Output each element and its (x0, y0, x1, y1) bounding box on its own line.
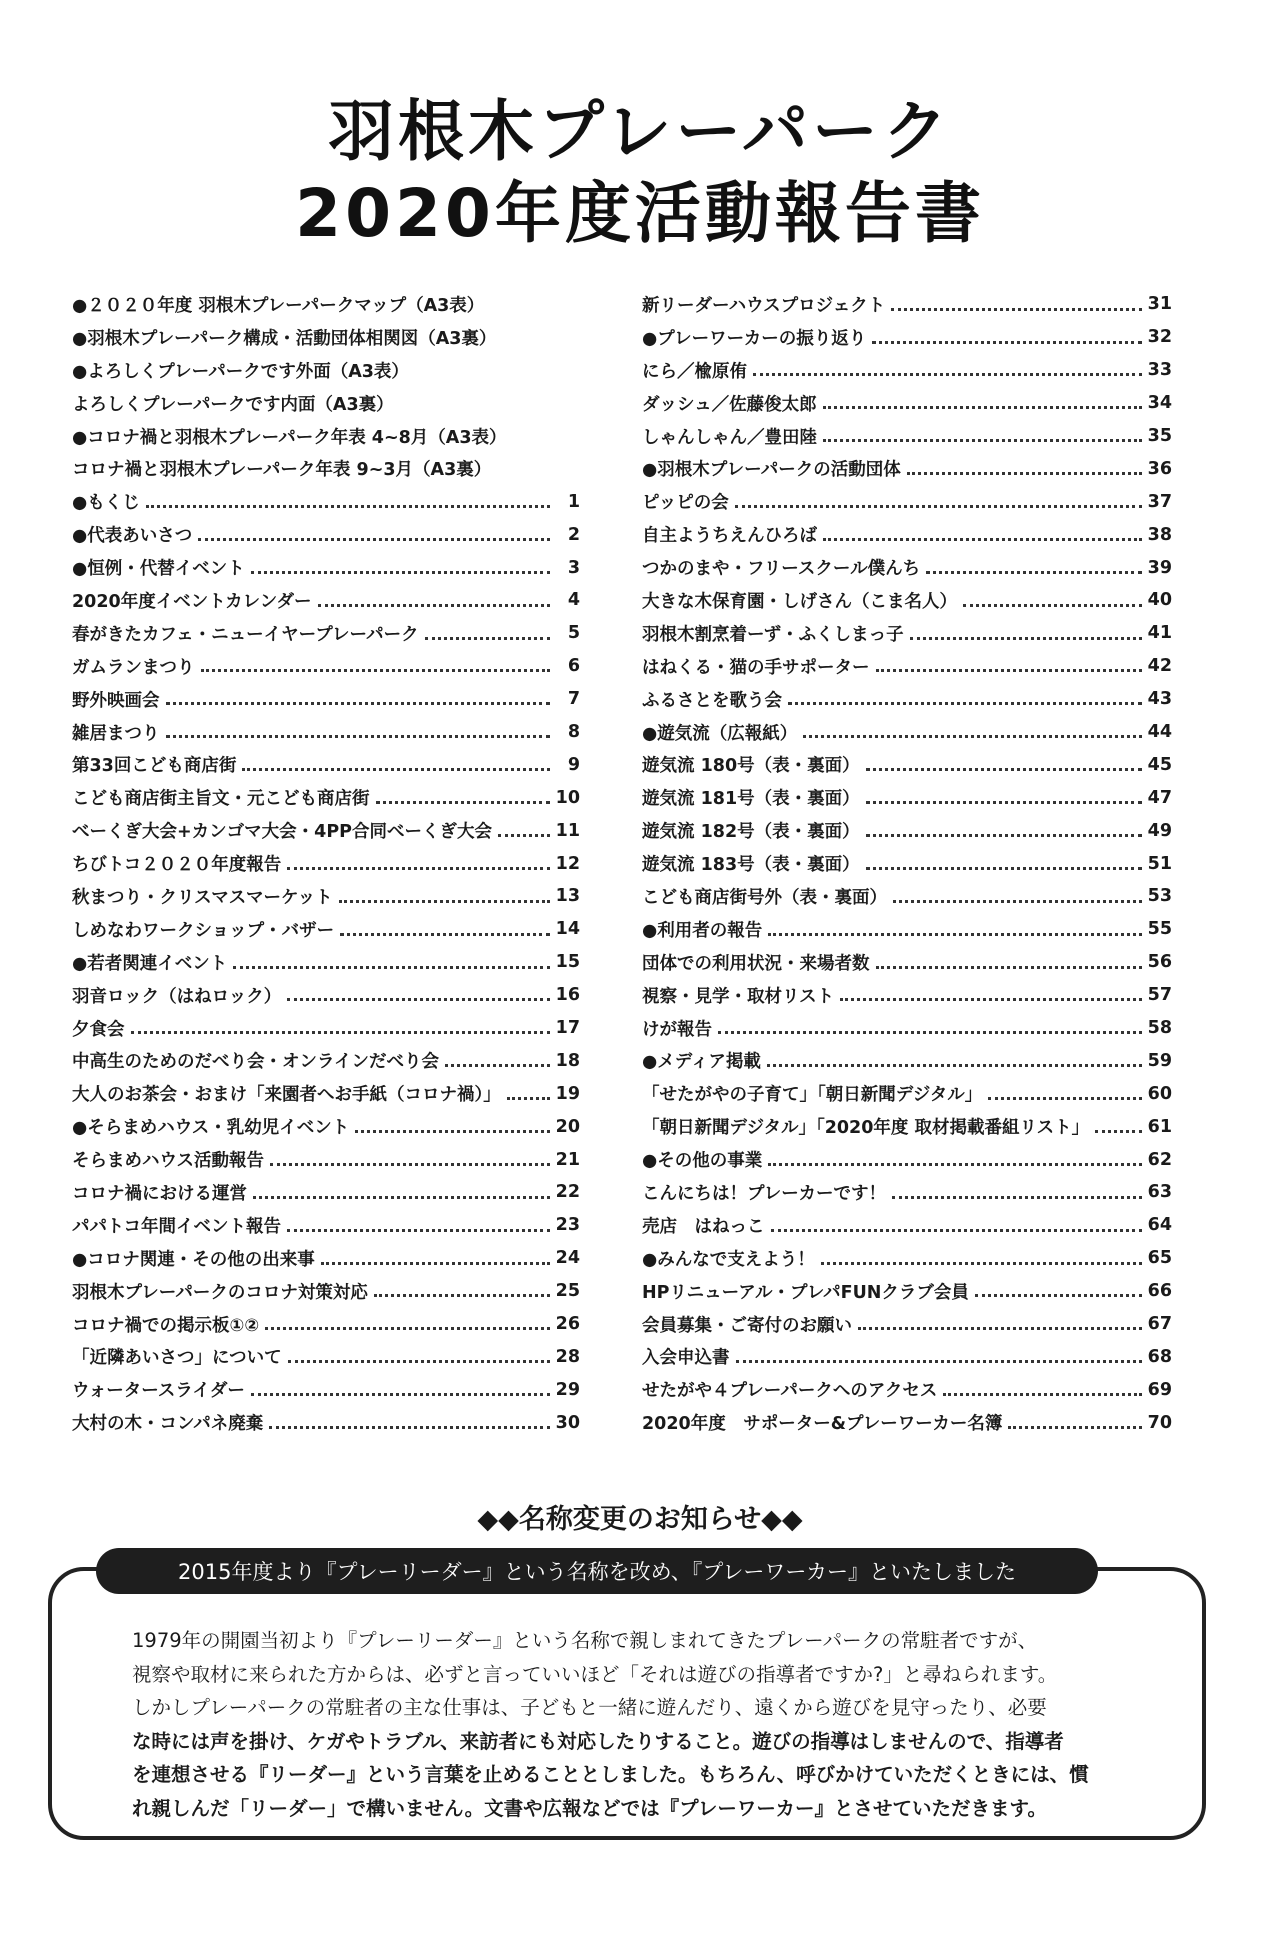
toc-entry (642, 683, 1172, 716)
toc-entry-title: ●遊気流（広報紙） (642, 723, 798, 744)
toc-entry-title: ●２０２０年度 羽根木プレーパークマップ（A3表） (72, 295, 485, 316)
toc-entry (642, 1406, 1172, 1439)
toc-dot-leader (445, 1047, 550, 1068)
toc-entry-page: 40 (1147, 590, 1172, 611)
toc-entry-title: にら／楡原侑 (642, 361, 747, 382)
toc-dot-leader (131, 1014, 550, 1035)
toc-entry-title: 羽音ロック（はねロック） (72, 986, 282, 1007)
toc-entry-page: 18 (555, 1050, 580, 1071)
toc-dot-leader (771, 1211, 1142, 1232)
toc-dot-leader (376, 784, 550, 805)
toc-dot-leader (198, 520, 550, 541)
toc-dot-leader (287, 849, 549, 870)
toc-entry-page: 57 (1147, 985, 1172, 1006)
toc-dot-leader (321, 1244, 550, 1265)
toc-entry-title: ●羽根木プレーパークの活動団体 (642, 460, 901, 481)
toc-entry (72, 1373, 580, 1406)
toc-entry (642, 1110, 1172, 1143)
report-title-line2: 2020年度活動報告書 (295, 175, 985, 252)
notice-line: を連想させる『リーダー』という言葉を止めることとしました。もちろん、呼びかけていただくときには、慣 (132, 1763, 1089, 1786)
toc-entry-page: 21 (555, 1149, 580, 1170)
toc-dot-leader (253, 1178, 550, 1199)
toc-entry-page: 37 (1147, 491, 1172, 512)
toc-entry-page: 43 (1147, 689, 1172, 710)
toc-entry (72, 1275, 580, 1308)
toc-entry-title: ●みんなで支えよう！ (642, 1249, 815, 1270)
toc-entry-page: 1 (567, 491, 580, 512)
toc-entry-title: ピッピの会 (642, 493, 729, 514)
toc-dot-leader (823, 389, 1142, 410)
toc-entry (642, 1242, 1172, 1275)
toc-entry-page: 49 (1147, 820, 1172, 841)
toc-entry-title: ●もくじ (72, 493, 140, 514)
toc-entry-title: ●代表あいさつ (72, 526, 193, 547)
toc-entry-page: 53 (1147, 886, 1172, 907)
toc-entry-page: 17 (555, 1018, 580, 1039)
toc-entry-page: 35 (1147, 426, 1172, 446)
toc-entry (642, 1143, 1172, 1176)
toc-left-column (72, 288, 580, 1439)
toc-entry-page: 2 (567, 524, 580, 545)
toc-entry (642, 551, 1172, 584)
toc-entry-title: ●利用者の報告 (642, 920, 763, 941)
toc-entry-title: 大きな木保育園・しげさん（こま名人） (642, 591, 957, 612)
toc-dot-leader (988, 1080, 1141, 1101)
toc-dot-leader (269, 1408, 549, 1429)
toc-entry-title: ●メディア掲載 (642, 1052, 761, 1073)
toc-entry-page: 19 (555, 1083, 580, 1104)
toc-entry (72, 1110, 580, 1143)
toc-entry-page: 33 (1147, 360, 1172, 381)
toc-entry (642, 321, 1172, 354)
toc-entry (72, 420, 580, 453)
toc-entry (642, 814, 1172, 847)
toc-dot-leader (318, 586, 550, 607)
toc-dot-leader (823, 520, 1142, 541)
toc-entry-title: よろしくプレーパークです内面（A3裏） (72, 394, 394, 415)
toc-entry (642, 1275, 1172, 1308)
toc-dot-leader (943, 1376, 1141, 1397)
toc-dot-leader (858, 1310, 1142, 1331)
toc-entry-page: 38 (1147, 524, 1172, 545)
toc-entry (72, 979, 580, 1012)
toc-entry-title: ●プレーワーカーの振り返り (642, 328, 867, 349)
toc-entry-title: ダッシュ／佐藤俊太郎 (642, 394, 817, 415)
toc-dot-leader (425, 619, 550, 640)
toc-entry (72, 354, 580, 387)
toc-entry (72, 551, 580, 584)
toc-entry (72, 1341, 580, 1374)
toc-entry-page: 15 (555, 952, 580, 973)
toc-entry-title: はねくる・猫の手サポーター (642, 657, 870, 678)
toc-dot-leader (251, 1376, 550, 1397)
toc-dot-leader (767, 1047, 1142, 1068)
toc-dot-leader (823, 422, 1142, 443)
notice-body (132, 1624, 1152, 1825)
toc-entry (642, 748, 1172, 781)
toc-entry-page: 26 (555, 1314, 580, 1335)
toc-entry (642, 1373, 1172, 1406)
toc-entry-title: 売店 はねっこ (642, 1216, 765, 1237)
toc-entry-title: 自主ようちえんひろば (642, 526, 817, 547)
toc-entry-title: 「朝日新聞デジタル」「2020年度 取材掲載番組リスト」 (642, 1118, 1090, 1139)
toc-entry (72, 1044, 580, 1077)
toc-entry (72, 1077, 580, 1110)
toc-entry-page: 24 (555, 1248, 580, 1269)
toc-entry-title: ふるさとを歌う会 (642, 690, 782, 711)
toc-entry (72, 880, 580, 913)
toc-entry-page: 32 (1147, 327, 1172, 348)
toc-dot-leader (866, 784, 1142, 805)
toc-dot-leader (891, 290, 1141, 311)
toc-entry (642, 485, 1172, 518)
toc-entry (642, 847, 1172, 880)
toc-dot-leader (840, 981, 1141, 1002)
toc-entry-page: 3 (567, 557, 580, 578)
toc-entry (72, 1176, 580, 1209)
toc-entry-title: けが報告 (642, 1019, 712, 1040)
toc-dot-leader (803, 718, 1141, 739)
toc-entry-page: 30 (555, 1412, 580, 1433)
toc-dot-leader (287, 981, 549, 1002)
toc-entry-page: 65 (1147, 1248, 1172, 1269)
toc-dot-leader (146, 488, 550, 509)
toc-entry (72, 288, 580, 321)
toc-dot-leader (866, 849, 1142, 870)
toc-entry (72, 387, 580, 420)
toc-entry-page: 58 (1147, 1018, 1172, 1039)
toc-entry-title: 2020年度イベントカレンダー (72, 591, 312, 612)
toc-dot-leader (926, 553, 1142, 574)
toc-dot-leader (753, 356, 1142, 377)
toc-entry-page: 4 (567, 590, 580, 611)
toc-entry (642, 387, 1172, 420)
toc-entry (642, 781, 1172, 814)
toc-dot-leader (963, 586, 1142, 607)
toc-entry-page: 12 (555, 853, 580, 874)
notice-heading: ◆◆名称変更のお知らせ◆◆ (477, 1504, 803, 1535)
toc-entry-title: ガムランまつり (72, 657, 195, 678)
toc-entry-page: 45 (1147, 754, 1172, 775)
toc-entry (72, 1242, 580, 1275)
toc-entry-page: 41 (1147, 623, 1172, 644)
toc-entry (642, 1308, 1172, 1341)
toc-entry-title: 遊気流 181号（表・裏面） (642, 789, 860, 810)
toc-dot-leader (166, 685, 551, 706)
toc-entry-page: 60 (1147, 1083, 1172, 1104)
toc-entry-title: べーくぎ大会+カンゴマ大会・4PP合同べーくぎ大会 (72, 822, 492, 843)
notice-line: しかしプレーパークの常駐者の主な仕事は、子どもと一緒に遊んだり、遠くから遊びを見守ったり、必要 (132, 1696, 1047, 1719)
toc-entry-page: 25 (555, 1281, 580, 1302)
toc-dot-leader (876, 948, 1142, 969)
toc-entry-title: 「近隣あいさつ」について (72, 1348, 282, 1369)
toc-entry (642, 452, 1172, 485)
toc-entry-page: 56 (1147, 952, 1172, 973)
toc-dot-leader (821, 1244, 1142, 1265)
toc-entry-title: せたがや４プレーパークへのアクセス (642, 1381, 938, 1402)
toc-dot-leader (355, 1112, 549, 1133)
toc-dot-leader (892, 1178, 1142, 1199)
toc-entry-title: 団体での利用状況・来場者数 (642, 953, 870, 974)
toc-dot-leader (340, 915, 549, 936)
toc-entry (72, 452, 580, 485)
toc-entry-title: 遊気流 182号（表・裏面） (642, 822, 860, 843)
toc-entry-page: 59 (1147, 1050, 1172, 1071)
toc-dot-leader (251, 553, 550, 574)
toc-entry (642, 1341, 1172, 1374)
toc-entry (72, 1406, 580, 1439)
toc-dot-leader (910, 619, 1142, 640)
toc-dot-leader (768, 1145, 1141, 1166)
toc-entry (642, 913, 1172, 946)
toc-entry-page: 34 (1147, 393, 1172, 414)
notice-banner: 2015年度より『プレーリーダー』という名称を改め、『プレーワーカー』といたしました (96, 1548, 1098, 1594)
toc-dot-leader (233, 948, 549, 969)
toc-dot-leader (975, 1277, 1142, 1298)
toc-entry-page: 67 (1147, 1314, 1172, 1335)
toc-dot-leader (907, 455, 1142, 476)
toc-entry-title: 会員募集・ご寄付のお願い (642, 1315, 852, 1336)
toc-entry (72, 1012, 580, 1045)
toc-entry-title: 秋まつり・クリスマスマーケット (72, 887, 333, 908)
toc-entry-title: ●恒例・代替イベント (72, 559, 245, 580)
toc-entry-page: 16 (555, 985, 580, 1006)
toc-entry-page: 14 (555, 919, 580, 940)
toc-entry-title: ●そらまめハウス・乳幼児イベント (72, 1118, 350, 1139)
toc-entry-title: パパトコ年間イベント報告 (72, 1216, 281, 1237)
toc-entry (642, 617, 1172, 650)
toc-entry-title: 新リーダーハウスプロジェクト (642, 295, 886, 316)
toc-dot-leader (876, 652, 1142, 673)
toc-dot-leader (872, 323, 1141, 344)
toc-entry-page: 6 (567, 656, 580, 677)
toc-entry (72, 683, 580, 716)
toc-entry-page: 28 (555, 1346, 580, 1367)
toc-entry-page: 47 (1147, 787, 1172, 808)
toc-entry-title: 雑居まつり (72, 723, 160, 744)
toc-entry-title: コロナ禍と羽根木プレーパーク年表 9~3月（A3裏） (72, 460, 492, 481)
toc-dot-leader (866, 816, 1142, 837)
toc-entry-title: 第33回こども商店街 (72, 756, 237, 777)
toc-entry-title: ウォータースライダー (72, 1381, 245, 1402)
toc-entry-title: 羽根木プレーパークのコロナ対策対応 (72, 1282, 368, 1303)
notice-line: な時には声を掛け、ケガやトラブル、来訪者にも対応したりすること。遊びの指導はしませんので、指導者 (132, 1729, 1064, 1753)
toc-entry (72, 716, 580, 749)
toc-entry-title: HPリニューアル・プレパFUNクラブ会員 (642, 1282, 969, 1303)
toc-dot-leader (201, 652, 551, 673)
toc-entry-title: 中高生のためのだべり会・オンラインだべり会 (72, 1052, 439, 1073)
toc-entry (642, 650, 1172, 683)
toc-dot-leader (166, 718, 551, 739)
toc-entry (642, 979, 1172, 1012)
toc-entry-title: 羽根木割烹着ーず・ふくしまっ子 (642, 624, 904, 645)
toc-entry-title: ちびトコ２０２０年度報告 (72, 855, 282, 876)
toc-entry (642, 1077, 1172, 1110)
toc-entry (72, 1143, 580, 1176)
toc-entry-title: こども商店街主旨文・元こども商店街 (72, 789, 370, 810)
toc-entry-page: 10 (555, 787, 580, 808)
toc-entry-title: コロナ禍における運営 (72, 1183, 247, 1204)
toc-entry-title: 遊気流 183号（表・裏面） (642, 855, 860, 876)
toc-entry-title: そらまめハウス活動報告 (72, 1151, 264, 1172)
toc-entry-page: 9 (567, 754, 580, 775)
toc-entry-title: 視察・見学・取材リスト (642, 986, 835, 1007)
toc-entry-title: 2020年度 サポーター&プレーワーカー名簿 (642, 1414, 1003, 1435)
toc-right-column (642, 288, 1172, 1439)
toc-entry-page: 36 (1147, 458, 1172, 479)
toc-dot-leader (718, 1014, 1142, 1035)
toc-entry-page: 51 (1147, 853, 1172, 874)
toc-entry (72, 485, 580, 518)
toc-dot-leader (507, 1080, 550, 1101)
toc-entry-page: 13 (555, 886, 580, 907)
toc-dot-leader (1008, 1408, 1141, 1429)
toc-entry (642, 1176, 1172, 1209)
toc-entry-page: 7 (567, 689, 580, 710)
toc-entry (72, 518, 580, 551)
toc-entry (642, 584, 1172, 617)
toc-entry (72, 1308, 580, 1341)
toc-entry (72, 321, 580, 354)
toc-entry (642, 1209, 1172, 1242)
notice-line: 視察や取材に来られた方からは、必ずと言っていいほど「それは遊びの指導者ですか?」と尋ねられます。 (132, 1662, 1058, 1686)
toc-entry-title: 「せたがやの子育て」「朝日新聞デジタル」 (642, 1085, 983, 1106)
toc-entry-page: 69 (1147, 1379, 1172, 1400)
toc-entry-title: 遊気流 180号（表・裏面） (642, 756, 860, 777)
toc-dot-leader (288, 1343, 550, 1364)
toc-entry-page: 63 (1147, 1182, 1172, 1203)
toc-entry-title: つかのまや・フリースクール僕んち (642, 559, 921, 580)
toc-entry (72, 617, 580, 650)
toc-entry-title: しめなわワークショップ・バザー (72, 920, 335, 941)
toc-entry-page: 66 (1147, 1281, 1172, 1302)
toc-entry-page: 39 (1147, 557, 1172, 578)
toc-dot-leader (866, 751, 1142, 772)
toc-entry-page: 11 (555, 820, 580, 841)
toc-entry-title: 春がきたカフェ・ニューイヤープレーパーク (72, 624, 419, 645)
toc-dot-leader (339, 882, 550, 903)
toc-entry-title: 大村の木・コンパネ廃棄 (72, 1414, 264, 1435)
toc-entry-title: 大人のお茶会・おまけ「来園者へお手紙（コロナ禍）」 (72, 1085, 501, 1106)
toc-entry (642, 288, 1172, 321)
toc-entry (642, 1044, 1172, 1077)
toc-entry-title: 野外映画会 (72, 690, 160, 711)
toc-entry-title: ●羽根木プレーパーク構成・活動団体相関図（A3裏） (72, 328, 497, 349)
toc-dot-leader (735, 488, 1142, 509)
toc-entry (72, 781, 580, 814)
toc-entry-page: 55 (1147, 919, 1172, 940)
toc-entry-page: 23 (555, 1215, 580, 1236)
toc-entry (642, 946, 1172, 979)
toc-entry-title: ●コロナ禍と羽根木プレーパーク年表 4~8月（A3表） (72, 427, 507, 448)
toc-entry (72, 584, 580, 617)
toc-entry (72, 650, 580, 683)
toc-entry-page: 8 (567, 722, 580, 743)
toc-entry (72, 946, 580, 979)
toc-entry-page: 22 (555, 1182, 580, 1203)
toc-entry-page: 70 (1147, 1412, 1172, 1433)
toc-dot-leader (498, 816, 550, 837)
toc-entry-page: 20 (555, 1116, 580, 1137)
notice-line: れ親しんだ「リーダー」で構いません。文書や広報などでは『プレーワーカー』とさせていただきます。 (132, 1796, 1047, 1820)
toc-entry (642, 880, 1172, 913)
toc-entry (72, 814, 580, 847)
toc-entry (72, 913, 580, 946)
toc-entry-title: ●コロナ関連・その他の出来事 (72, 1249, 315, 1270)
toc-dot-leader (1095, 1112, 1141, 1133)
toc-entry-page: 5 (567, 623, 580, 644)
toc-entry-title: ●若者関連イベント (72, 953, 228, 974)
toc-entry-page: 42 (1147, 656, 1172, 677)
toc-dot-leader (265, 1310, 550, 1331)
toc-entry-page: 61 (1147, 1116, 1172, 1137)
toc-entry (642, 354, 1172, 387)
toc-dot-leader (893, 882, 1142, 903)
toc-entry (642, 518, 1172, 551)
toc-entry (72, 748, 580, 781)
notice-line: 1979年の開園当初より『プレーリーダー』という名称で親しまれてきたプレーパークの常駐者ですが、 (132, 1629, 1038, 1652)
toc-entry-title: ●その他の事業 (642, 1151, 763, 1172)
toc-entry (642, 420, 1172, 453)
toc-entry-page: 64 (1147, 1215, 1172, 1236)
toc-entry-title: ●よろしくプレーパークです外面（A3表） (72, 361, 409, 382)
report-title-line1: 羽根木プレーパーク (327, 93, 953, 170)
toc-entry-page: 62 (1147, 1149, 1172, 1170)
toc-entry-page: 44 (1147, 722, 1172, 743)
toc-dot-leader (270, 1145, 550, 1166)
toc-entry-title: 入会申込書 (642, 1348, 730, 1369)
toc-dot-leader (736, 1343, 1142, 1364)
toc-entry (72, 847, 580, 880)
toc-dot-leader (374, 1277, 550, 1298)
toc-entry-title: 夕食会 (72, 1019, 125, 1040)
toc-entry (72, 1209, 580, 1242)
toc-entry-title: コロナ禍での掲示板①② (72, 1315, 260, 1336)
toc-entry-title: こんにちは！プレーカーです！ (642, 1183, 886, 1204)
toc-entry-title: しゃんしゃん／豊田陸 (642, 427, 817, 448)
toc-dot-leader (768, 915, 1141, 936)
toc-dot-leader (287, 1211, 550, 1232)
toc-entry-page: 68 (1147, 1346, 1172, 1367)
toc-entry-page: 29 (555, 1379, 580, 1400)
toc-entry (642, 1012, 1172, 1045)
toc-entry-page: 31 (1147, 294, 1172, 315)
toc-entry-title: こども商店街号外（表・裏面） (642, 887, 887, 908)
toc-dot-leader (788, 685, 1142, 706)
toc-entry (642, 716, 1172, 749)
toc-dot-leader (242, 751, 550, 772)
